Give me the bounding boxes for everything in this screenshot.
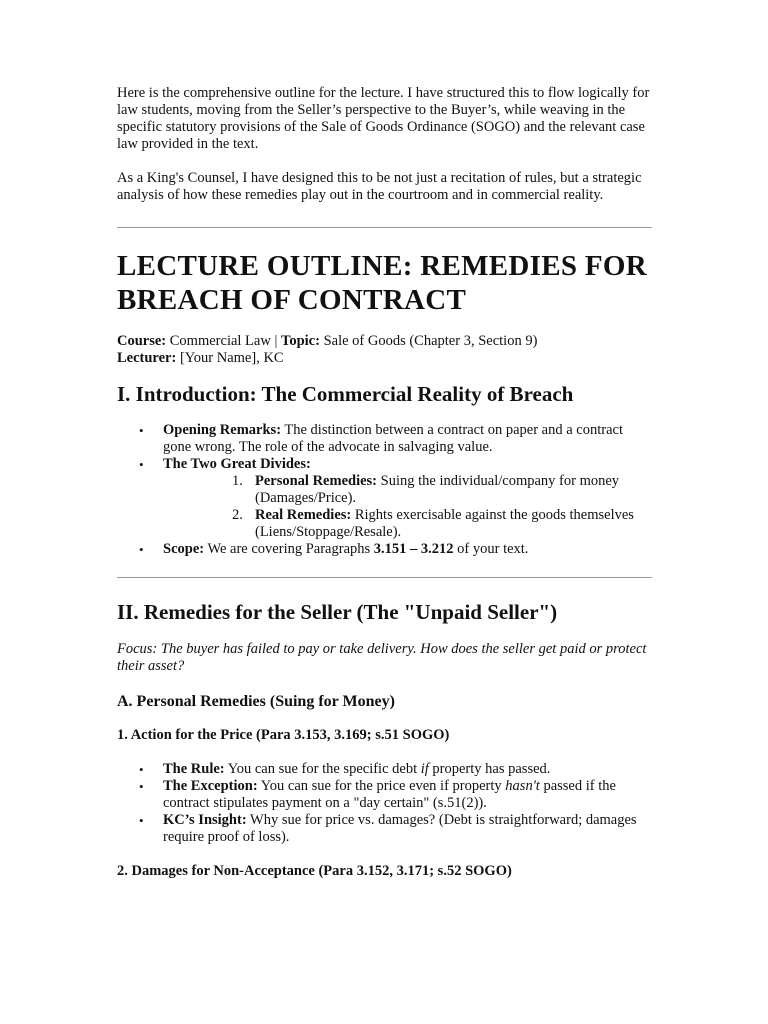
- bullet-label: The Exception:: [163, 778, 258, 794]
- item-number: 2.: [232, 507, 243, 523]
- subsection-1-heading: 1. Action for the Price (Para 3.153, 3.169; s.51 SOGO): [117, 727, 450, 743]
- intro-paragraph-1: Here is the comprehensive outline for the lecture. I have structured this to flow logically for law students, moving from the Seller’s perspective to the Buyer’s, while weaving in the specific statutory provisions of the Sale of Goods Ordinance (SOGO) and the relevant case law provided in the text.: [117, 85, 650, 152]
- list-item: [117, 422, 652, 456]
- page-title: LECTURE OUTLINE: REMEDIES FOR BREACH OF CONTRACT: [117, 250, 647, 316]
- item-label: Personal Remedies:: [255, 473, 378, 489]
- bullet-text: You can sue for the specific debt: [224, 761, 421, 777]
- bullet-text: passed if the contract stipulates payment on a "day certain" (s.51(2)).: [163, 778, 616, 811]
- bullet-label: The Two Great Divides:: [163, 456, 311, 472]
- bullet-text: You can sue for the price even if property: [257, 778, 506, 794]
- numbered-list: [163, 473, 652, 541]
- item-label: Real Remedies:: [255, 507, 352, 523]
- emphasis-text: if: [420, 761, 429, 777]
- bullet-label: Opening Remarks:: [163, 422, 282, 438]
- focus-note: Focus: The buyer has failed to pay or take delivery. How does the seller get paid or protect their asset?: [117, 641, 647, 674]
- bullet-text: of your text.: [453, 541, 529, 557]
- numbered-item: [163, 473, 652, 507]
- section-2-bullet-list: [117, 761, 652, 846]
- document-page: [117, 85, 652, 880]
- lecturer-value: [Your Name], KC: [176, 350, 284, 366]
- numbered-item: [163, 507, 652, 541]
- course-value: Commercial Law |: [166, 333, 281, 349]
- subsection-a-heading: A. Personal Remedies (Suing for Money): [117, 693, 395, 710]
- item-text: Suing the individual/company for money (Damages/Price).: [255, 473, 620, 506]
- section-1-heading: I. Introduction: The Commercial Reality of Breach: [117, 382, 574, 406]
- bullet-text: Why sue for price vs. damages? (Debt is straightforward; damages require proof of loss).: [163, 812, 637, 845]
- list-item: [117, 812, 652, 846]
- lecturer-label: Lecturer:: [117, 350, 177, 366]
- list-item: [117, 778, 652, 812]
- topic-value: Sale of Goods (Chapter 3, Section 9): [319, 333, 538, 349]
- course-label: Course:: [117, 333, 167, 349]
- intro-paragraph-2: As a King's Counsel, I have designed this to be not just a recitation of rules, but a strategic analysis of how these remedies play out in the courtroom and in commercial reality.: [117, 170, 642, 203]
- horizontal-rule: [117, 577, 652, 578]
- topic-label: Topic:: [280, 333, 320, 349]
- section-2-heading: II. Remedies for the Seller (The "Unpaid Seller"): [117, 600, 558, 624]
- subsection-2-heading: 2. Damages for Non-Acceptance (Para 3.152, 3.171; s.52 SOGO): [117, 863, 512, 879]
- list-item: [117, 456, 652, 541]
- bullet-text: property has passed.: [428, 761, 551, 777]
- bullet-label: Scope:: [163, 541, 205, 557]
- bullet-text: We are covering Paragraphs: [204, 541, 374, 557]
- horizontal-rule: [117, 227, 652, 228]
- bullet-label: The Rule:: [163, 761, 225, 777]
- item-text: Rights exercisable against the goods themselves (Liens/Stoppage/Resale).: [255, 507, 634, 540]
- bullet-label: KC’s Insight:: [163, 812, 247, 828]
- section-1-bullet-list: [117, 422, 652, 558]
- list-item: [117, 541, 652, 558]
- emphasis-text: hasn't: [505, 778, 540, 794]
- course-line: [117, 333, 652, 350]
- item-number: 1.: [232, 473, 243, 489]
- lecturer-line: [117, 350, 652, 367]
- paragraph-range: 3.151 – 3.212: [373, 541, 454, 557]
- bullet-text: The distinction between a contract on paper and a contract gone wrong. The role of the advocate in salvaging value.: [163, 422, 623, 455]
- list-item: [117, 761, 652, 778]
